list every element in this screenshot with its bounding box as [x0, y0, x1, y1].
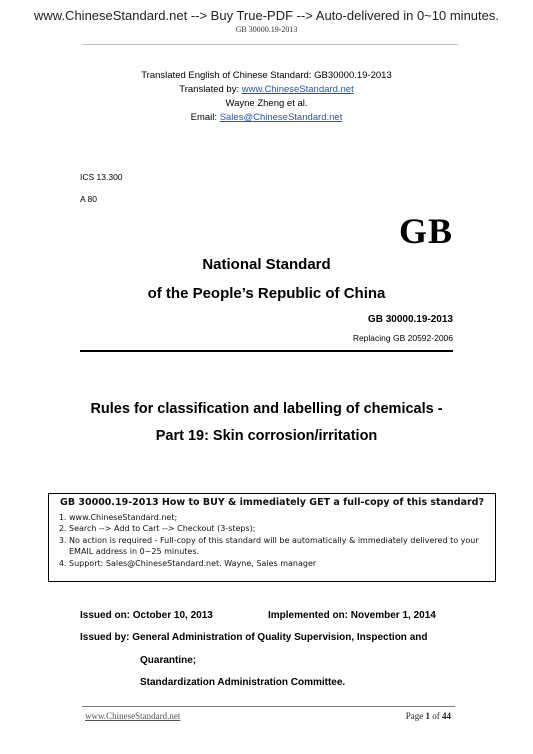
replacing-standard: Replacing GB 20592-2006 — [352, 333, 453, 343]
issuer-line: Quarantine; — [140, 655, 197, 666]
gb-logo: GB — [398, 211, 453, 251]
translated-by — [0, 83, 533, 97]
translated-by-label: Translated by: — [179, 84, 242, 95]
top-banner: www.ChineseStandard.net --> Buy True-PDF --> Auto-delivered in 0~10 minutes. — [34, 8, 499, 23]
purchase-steps-list — [53, 512, 491, 570]
purchase-info-box — [48, 493, 496, 582]
title-rule — [80, 350, 453, 352]
footer-site-link[interactable]: www.ChineseStandard.net — [85, 711, 181, 721]
ics-code: ICS 13.300 — [80, 172, 123, 182]
issued-date: Issued on: October 10, 2013 — [80, 610, 213, 621]
document-subtitle: Part 19: Skin corrosion/irritation — [155, 428, 378, 444]
purchase-step: 1. www.ChineseStandard.net; — [69, 512, 491, 524]
purchase-step: 2. Search --> Add to Cart --> Checkout (3-steps); — [69, 523, 491, 535]
national-standard-heading: National Standard — [202, 256, 331, 273]
email-line — [0, 111, 533, 125]
implemented-date: Implemented on: November 1, 2014 — [268, 610, 436, 621]
translator-site-link[interactable]: www.ChineseStandard.net — [241, 84, 354, 95]
header-rule — [82, 44, 458, 45]
email-label: Email: — [190, 112, 220, 123]
purchase-step: 4. Support: Sales@ChineseStandard.net. Wayne, Sales manager — [69, 558, 491, 570]
page-mid: of — [430, 711, 442, 721]
translator-name: Wayne Zheng et al. — [225, 98, 308, 109]
purchase-step: 3. No action is required - Full-copy of this standard will be automatically & immediately delivered to your EMAIL address in 0~25 minutes. — [69, 535, 491, 558]
total-pages: 44 — [442, 711, 451, 721]
standard-number: GB 30000.19-2013 — [367, 314, 453, 325]
translation-note: Translated English of Chinese Standard: GB30000.19-2013 — [141, 70, 392, 81]
current-page: 1 — [425, 711, 430, 721]
footer-rule — [82, 706, 455, 707]
email-link[interactable]: Sales@ChineseStandard.net — [219, 112, 343, 123]
prc-heading: of the People’s Republic of China — [147, 285, 386, 302]
page-prefix: Page — [405, 711, 426, 721]
issuer-line: Issued by: General Administration of Quality Supervision, Inspection and — [80, 632, 428, 643]
classification-code: A 80 — [80, 194, 98, 204]
header-standard-code: GB 30000.19-2013 — [235, 25, 298, 34]
issuer-line: Standardization Administration Committee. — [140, 677, 346, 688]
document-title: Rules for classification and labelling of chemicals - — [90, 401, 443, 417]
page-number — [406, 711, 451, 721]
purchase-info-title: GB 30000.19-2013 How to BUY & immediately GET a full-copy of this standard? — [60, 497, 484, 508]
